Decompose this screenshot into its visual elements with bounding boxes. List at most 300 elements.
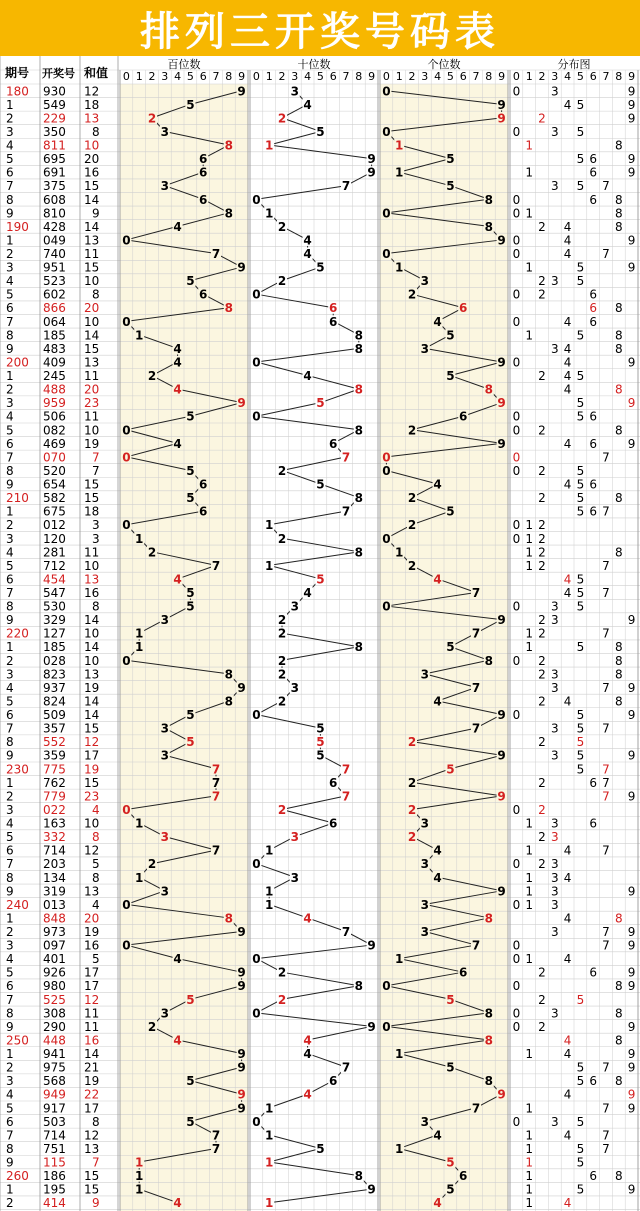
tens-digit-mark: 9 bbox=[367, 152, 376, 167]
hundreds-digit-mark: 2 bbox=[147, 857, 157, 872]
distribution-mark: 5 bbox=[576, 179, 585, 194]
draw-number-cell: 454 bbox=[43, 572, 66, 587]
period-cell: 6 bbox=[6, 1114, 14, 1129]
sum-cell: 11 bbox=[84, 545, 100, 560]
hundreds-digit-mark: 9 bbox=[237, 1101, 246, 1116]
distribution-mark: 1 bbox=[525, 640, 534, 655]
distribution-mark: 8 bbox=[614, 979, 623, 994]
hundreds-digit-mark: 9 bbox=[237, 84, 246, 99]
digit-header-label: 7 bbox=[342, 70, 350, 83]
distribution-mark: 4 bbox=[563, 341, 572, 356]
distribution-mark: 8 bbox=[614, 491, 623, 506]
distribution-mark: 3 bbox=[550, 667, 559, 682]
tens-digit-mark: 0 bbox=[252, 287, 261, 302]
hundreds-digit-mark: 5 bbox=[186, 409, 195, 424]
draw-number-cell: 712 bbox=[43, 558, 66, 573]
hundreds-digit-mark: 9 bbox=[237, 1047, 246, 1062]
digit-header-label: 5 bbox=[316, 70, 324, 83]
sum-cell: 12 bbox=[84, 843, 100, 858]
period-cell: 5 bbox=[6, 152, 14, 167]
units-digit-mark: 5 bbox=[446, 1182, 455, 1197]
distribution-mark: 2 bbox=[538, 802, 546, 817]
hundreds-digit-mark: 2 bbox=[147, 545, 157, 560]
period-cell: 1 bbox=[6, 640, 14, 655]
distribution-mark: 6 bbox=[589, 192, 598, 207]
distribution-mark: 4 bbox=[563, 1087, 572, 1102]
distribution-mark: 1 bbox=[525, 1141, 534, 1156]
draw-number-cell: 714 bbox=[43, 1128, 66, 1143]
distribution-mark: 1 bbox=[525, 206, 534, 221]
tens-digit-mark: 6 bbox=[329, 775, 338, 790]
hundreds-digit-mark: 9 bbox=[237, 680, 246, 695]
distribution-mark: 3 bbox=[550, 1006, 559, 1021]
tens-digit-mark: 8 bbox=[354, 1169, 363, 1184]
tens-digit-mark: 4 bbox=[303, 97, 312, 112]
sum-cell: 10 bbox=[84, 138, 100, 153]
distribution-mark: 0 bbox=[512, 124, 521, 139]
hundreds-digit-mark: 5 bbox=[186, 992, 195, 1007]
tens-header: 十位数 bbox=[297, 58, 331, 71]
period-cell: 5 bbox=[6, 965, 14, 980]
distribution-mark: 9 bbox=[627, 233, 636, 248]
units-digit-mark: 5 bbox=[446, 369, 455, 384]
digit-header-label: 0 bbox=[512, 70, 520, 83]
sum-cell: 13 bbox=[84, 667, 100, 682]
draw-number-cell: 409 bbox=[43, 355, 66, 370]
units-digit-mark: 7 bbox=[471, 938, 481, 953]
distribution-mark: 6 bbox=[589, 165, 598, 180]
distribution-mark: 5 bbox=[576, 409, 585, 424]
distribution-mark: 0 bbox=[512, 423, 521, 438]
draw-number-cell: 185 bbox=[43, 328, 66, 343]
sum-cell: 7 bbox=[92, 1155, 100, 1170]
distribution-mark: 4 bbox=[563, 572, 572, 587]
draw-number-cell: 013 bbox=[43, 897, 66, 912]
distribution-mark: 6 bbox=[589, 152, 598, 167]
trend-chart bbox=[0, 56, 640, 1211]
distribution-mark: 4 bbox=[563, 911, 572, 926]
sum-cell: 11 bbox=[84, 409, 100, 424]
draw-number-cell: 082 bbox=[43, 423, 66, 438]
hundreds-digit-mark: 7 bbox=[211, 247, 221, 261]
distribution-mark: 2 bbox=[538, 491, 546, 506]
tens-digit-mark: 5 bbox=[316, 124, 325, 139]
draw-number-cell: 775 bbox=[43, 762, 66, 777]
tens-digit-mark: 7 bbox=[341, 1060, 351, 1075]
draw-number-cell: 428 bbox=[43, 219, 66, 234]
distribution-mark: 0 bbox=[512, 206, 521, 221]
draw-number-cell: 115 bbox=[43, 1155, 66, 1170]
period-cell: 240 bbox=[6, 897, 29, 912]
tens-digit-mark: 4 bbox=[303, 1087, 312, 1102]
sum-cell: 7 bbox=[92, 463, 100, 478]
distribution-mark: 5 bbox=[576, 97, 585, 112]
units-digit-mark: 0 bbox=[382, 1019, 391, 1034]
distribution-mark: 2 bbox=[538, 830, 546, 845]
draw-number-cell: 779 bbox=[43, 789, 66, 804]
digit-header-label: 2 bbox=[408, 70, 416, 83]
period-cell: 3 bbox=[6, 938, 14, 953]
draw-number-cell: 714 bbox=[43, 843, 66, 858]
draw-number-cell: 762 bbox=[43, 775, 66, 790]
distribution-mark: 2 bbox=[538, 369, 546, 384]
hundreds-digit-mark: 0 bbox=[122, 653, 131, 668]
sum-cell: 22 bbox=[84, 1087, 100, 1102]
tens-digit-mark: 1 bbox=[265, 1128, 274, 1143]
distribution-mark: 1 bbox=[525, 897, 534, 912]
draw-number-cell: 506 bbox=[43, 409, 66, 424]
sum-cell: 15 bbox=[84, 721, 100, 736]
distribution-mark: 1 bbox=[525, 531, 534, 546]
units-digit-mark: 2 bbox=[407, 830, 417, 845]
period-cell: 6 bbox=[6, 979, 14, 994]
digit-header-label: 9 bbox=[628, 70, 636, 83]
units-digit-mark: 2 bbox=[407, 558, 417, 573]
hundreds-header: 百位数 bbox=[167, 58, 201, 71]
units-digit-mark: 8 bbox=[484, 911, 493, 926]
hundreds-digit-mark: 0 bbox=[122, 897, 131, 912]
sum-cell: 17 bbox=[84, 748, 100, 763]
units-digit-mark: 1 bbox=[395, 260, 404, 275]
digit-header-label: 1 bbox=[135, 70, 143, 83]
units-header: 个位数 bbox=[427, 58, 461, 71]
distribution-mark: 2 bbox=[538, 1019, 546, 1034]
tens-digit-mark: 2 bbox=[277, 653, 287, 668]
hundreds-digit-mark: 9 bbox=[237, 965, 246, 980]
draw-number-cell: 022 bbox=[43, 802, 66, 817]
hundreds-digit-mark: 1 bbox=[135, 626, 144, 641]
units-digit-mark: 7 bbox=[471, 1101, 481, 1116]
distribution-mark: 2 bbox=[538, 626, 546, 641]
period-cell: 7 bbox=[6, 1128, 14, 1143]
tens-digit-mark: 6 bbox=[329, 816, 338, 831]
period-cell: 9 bbox=[6, 748, 14, 763]
sum-cell: 8 bbox=[92, 870, 100, 885]
units-digit-mark: 4 bbox=[433, 1128, 442, 1143]
draw-number-cell: 127 bbox=[43, 626, 66, 641]
distribution-mark: 0 bbox=[512, 314, 521, 329]
tens-digit-mark: 2 bbox=[277, 531, 287, 546]
distribution-mark: 0 bbox=[512, 938, 521, 953]
period-cell: 8 bbox=[6, 192, 14, 207]
draw-number-cell: 359 bbox=[43, 748, 66, 763]
distribution-mark: 6 bbox=[589, 409, 598, 424]
period-cell: 3 bbox=[6, 1074, 14, 1089]
period-cell: 2 bbox=[6, 382, 14, 397]
draw-number-cell: 751 bbox=[43, 1141, 66, 1156]
hundreds-digit-mark: 7 bbox=[211, 775, 221, 790]
distribution-mark: 7 bbox=[602, 938, 610, 953]
distribution-mark: 8 bbox=[614, 640, 623, 655]
distribution-mark: 9 bbox=[627, 355, 636, 370]
distribution-mark: 9 bbox=[627, 789, 636, 804]
distribution-mark: 1 bbox=[525, 558, 534, 573]
units-digit-mark: 4 bbox=[433, 477, 442, 492]
hundreds-digit-mark: 1 bbox=[135, 640, 144, 655]
draw-number-cell: 185 bbox=[43, 640, 66, 655]
tens-digit-mark: 7 bbox=[341, 925, 351, 939]
draw-number-cell: 520 bbox=[43, 463, 66, 478]
units-digit-mark: 2 bbox=[407, 491, 417, 506]
distribution-mark: 9 bbox=[627, 979, 636, 994]
draw-number-cell: 503 bbox=[43, 1114, 66, 1129]
distribution-mark: 4 bbox=[563, 97, 572, 112]
tens-digit-mark: 1 bbox=[265, 1101, 274, 1116]
distribution-mark: 1 bbox=[525, 1155, 534, 1170]
digit-header-label: 1 bbox=[395, 70, 403, 83]
tens-digit-mark: 4 bbox=[303, 586, 312, 600]
distribution-mark: 2 bbox=[538, 694, 546, 709]
distribution-mark: 5 bbox=[576, 260, 585, 275]
sum-cell: 12 bbox=[84, 1128, 100, 1143]
period-cell: 4 bbox=[6, 138, 14, 153]
distribution-mark: 1 bbox=[525, 138, 534, 153]
hundreds-digit-mark: 9 bbox=[237, 925, 246, 939]
sum-cell: 15 bbox=[84, 179, 100, 194]
distribution-mark: 9 bbox=[627, 152, 636, 167]
distribution-mark: 9 bbox=[627, 925, 636, 939]
distribution-mark: 5 bbox=[576, 721, 585, 736]
tens-digit-mark: 8 bbox=[354, 423, 363, 438]
tens-digit-mark: 8 bbox=[354, 979, 363, 994]
draw-number-cell: 329 bbox=[43, 613, 66, 628]
period-cell: 4 bbox=[6, 274, 14, 289]
hundreds-digit-mark: 7 bbox=[211, 843, 221, 858]
period-cell: 2 bbox=[6, 111, 14, 126]
distribution-mark: 4 bbox=[563, 382, 572, 397]
distribution-mark: 1 bbox=[525, 952, 534, 967]
distribution-mark: 5 bbox=[576, 504, 585, 519]
sum-cell: 8 bbox=[92, 1114, 100, 1129]
units-digit-mark: 9 bbox=[497, 436, 506, 451]
digit-header-label: 4 bbox=[304, 70, 312, 83]
units-digit-mark: 6 bbox=[459, 409, 468, 424]
digit-header-label: 4 bbox=[174, 70, 182, 83]
distribution-mark: 8 bbox=[614, 911, 623, 926]
sum-cell: 7 bbox=[92, 450, 100, 465]
sum-cell: 13 bbox=[84, 111, 100, 126]
hundreds-digit-mark: 5 bbox=[186, 1114, 195, 1129]
draw-number-cell: 980 bbox=[43, 979, 66, 994]
distribution-mark: 0 bbox=[512, 409, 521, 424]
period-cell: 5 bbox=[6, 423, 14, 438]
tens-digit-mark: 1 bbox=[265, 897, 274, 912]
units-digit-mark: 0 bbox=[382, 84, 391, 99]
draw-number-cell: 926 bbox=[43, 965, 66, 980]
distribution-mark: 8 bbox=[614, 138, 623, 153]
units-digit-mark: 1 bbox=[395, 1141, 404, 1156]
hundreds-digit-mark: 7 bbox=[211, 558, 221, 573]
distribution-mark: 0 bbox=[512, 599, 521, 614]
hundreds-digit-mark: 0 bbox=[122, 802, 131, 817]
digit-header-label: 1 bbox=[265, 70, 273, 83]
distribution-mark: 1 bbox=[525, 816, 534, 831]
tens-digit-mark: 2 bbox=[277, 274, 287, 289]
tens-digit-mark: 7 bbox=[341, 789, 351, 804]
units-digit-mark: 5 bbox=[446, 504, 455, 519]
tens-digit-mark: 6 bbox=[329, 436, 338, 451]
tens-digit-mark: 1 bbox=[265, 206, 274, 221]
distribution-mark: 1 bbox=[525, 626, 534, 641]
distribution-mark: 2 bbox=[538, 274, 546, 289]
period-cell: 8 bbox=[6, 870, 14, 885]
hundreds-digit-mark: 9 bbox=[237, 1060, 246, 1075]
tens-digit-mark: 3 bbox=[290, 599, 299, 614]
units-digit-mark: 8 bbox=[484, 192, 493, 207]
hundreds-digit-mark: 6 bbox=[199, 152, 208, 167]
period-cell: 4 bbox=[6, 1087, 14, 1102]
tens-digit-mark: 5 bbox=[316, 1141, 325, 1156]
distribution-mark: 7 bbox=[602, 775, 610, 790]
sum-cell: 18 bbox=[84, 97, 100, 112]
tens-digit-mark: 1 bbox=[265, 843, 274, 858]
digit-header-label: 0 bbox=[252, 70, 260, 83]
tens-digit-mark: 2 bbox=[277, 802, 287, 817]
hundreds-digit-mark: 4 bbox=[173, 1033, 182, 1048]
distribution-mark: 7 bbox=[602, 1101, 610, 1116]
tens-digit-mark: 7 bbox=[341, 179, 351, 194]
hundreds-digit-mark: 1 bbox=[135, 1169, 144, 1184]
units-digit-mark: 3 bbox=[420, 667, 429, 682]
tens-digit-mark: 5 bbox=[316, 721, 325, 736]
tens-digit-mark: 8 bbox=[354, 341, 363, 356]
tens-digit-mark: 6 bbox=[329, 314, 338, 329]
hundreds-digit-mark: 3 bbox=[160, 721, 169, 736]
sum-cell: 21 bbox=[84, 1060, 100, 1075]
distribution-mark: 1 bbox=[525, 1128, 534, 1143]
distribution-mark: 3 bbox=[550, 816, 559, 831]
draw-number-cell: 582 bbox=[43, 491, 66, 506]
distribution-mark: 3 bbox=[550, 870, 559, 885]
sum-cell: 17 bbox=[84, 1101, 100, 1116]
distribution-mark: 7 bbox=[602, 504, 610, 519]
draw-header: 开奖号 bbox=[42, 67, 75, 80]
tens-digit-mark: 0 bbox=[252, 952, 261, 967]
units-digit-mark: 8 bbox=[484, 1074, 493, 1089]
distribution-mark: 0 bbox=[512, 952, 521, 967]
period-cell: 4 bbox=[6, 409, 14, 424]
distribution-mark: 5 bbox=[576, 369, 585, 384]
sum-cell: 11 bbox=[84, 369, 100, 384]
distribution-mark: 1 bbox=[525, 870, 534, 885]
hundreds-digit-mark: 3 bbox=[160, 748, 169, 763]
units-digit-mark: 6 bbox=[459, 1169, 468, 1184]
units-digit-mark: 1 bbox=[395, 1047, 404, 1062]
distribution-mark: 2 bbox=[538, 965, 546, 980]
period-header: 期号 bbox=[5, 66, 30, 80]
sum-cell: 16 bbox=[84, 586, 100, 600]
units-digit-mark: 2 bbox=[407, 735, 417, 750]
period-cell: 5 bbox=[6, 558, 14, 573]
distribution-mark: 5 bbox=[576, 572, 585, 587]
hundreds-digit-mark: 4 bbox=[173, 952, 182, 967]
distribution-mark: 2 bbox=[538, 518, 546, 533]
distribution-mark: 1 bbox=[525, 1182, 534, 1197]
hundreds-digit-mark: 4 bbox=[173, 382, 182, 397]
distribution-mark: 0 bbox=[512, 897, 521, 912]
tens-digit-mark: 2 bbox=[277, 667, 287, 682]
distribution-mark: 2 bbox=[538, 735, 546, 750]
tens-digit-mark: 0 bbox=[252, 409, 261, 424]
sum-cell: 9 bbox=[92, 206, 100, 221]
distribution-mark: 3 bbox=[550, 179, 559, 194]
period-cell: 9 bbox=[6, 1155, 14, 1170]
draw-number-cell: 281 bbox=[43, 545, 66, 560]
sum-cell: 3 bbox=[92, 531, 100, 546]
tens-digit-mark: 8 bbox=[354, 382, 363, 397]
distribution-mark: 8 bbox=[614, 328, 623, 343]
draw-number-cell: 811 bbox=[43, 138, 66, 153]
distribution-mark: 6 bbox=[589, 301, 598, 316]
distribution-mark: 9 bbox=[627, 84, 636, 99]
tens-digit-mark: 1 bbox=[265, 884, 274, 899]
tens-digit-mark: 0 bbox=[252, 192, 261, 207]
digit-header-label: 3 bbox=[161, 70, 169, 83]
distribution-mark: 8 bbox=[614, 301, 623, 316]
period-cell: 2 bbox=[6, 925, 14, 939]
distribution-mark: 4 bbox=[563, 952, 572, 967]
period-cell: 220 bbox=[6, 626, 29, 641]
tens-digit-mark: 3 bbox=[290, 830, 299, 845]
sum-cell: 11 bbox=[84, 247, 100, 261]
distribution-mark: 5 bbox=[576, 1074, 585, 1089]
distribution-mark: 2 bbox=[538, 545, 546, 560]
digit-header-label: 0 bbox=[122, 70, 130, 83]
distribution-mark: 4 bbox=[563, 219, 572, 234]
period-cell: 7 bbox=[6, 721, 14, 736]
distribution-mark: 6 bbox=[589, 287, 598, 302]
digit-header-label: 6 bbox=[589, 70, 597, 83]
distribution-mark: 4 bbox=[563, 870, 572, 885]
draw-number-cell: 332 bbox=[43, 830, 66, 845]
sum-cell: 12 bbox=[84, 992, 100, 1007]
sum-cell: 4 bbox=[92, 802, 100, 817]
units-digit-mark: 3 bbox=[420, 1114, 429, 1129]
hundreds-digit-mark: 1 bbox=[135, 816, 144, 831]
period-cell: 2 bbox=[6, 518, 14, 533]
distribution-mark: 9 bbox=[627, 708, 636, 723]
digit-header-label: 9 bbox=[368, 70, 376, 83]
sum-cell: 18 bbox=[84, 504, 100, 519]
distribution-mark: 8 bbox=[614, 206, 623, 221]
hundreds-digit-mark: 6 bbox=[199, 504, 208, 519]
units-digit-mark: 1 bbox=[395, 952, 404, 967]
distribution-mark: 1 bbox=[525, 545, 534, 560]
digit-header-label: 8 bbox=[615, 70, 623, 83]
distribution-mark: 5 bbox=[576, 599, 585, 614]
distribution-mark: 2 bbox=[538, 613, 546, 628]
period-cell: 7 bbox=[6, 992, 14, 1007]
distribution-mark: 0 bbox=[512, 653, 521, 668]
units-digit-mark: 9 bbox=[497, 1087, 506, 1102]
period-cell: 2 bbox=[6, 247, 14, 261]
units-digit-mark: 3 bbox=[420, 857, 429, 872]
period-cell: 250 bbox=[6, 1033, 29, 1048]
sum-cell: 5 bbox=[92, 857, 100, 872]
units-digit-mark: 1 bbox=[395, 165, 404, 180]
period-cell: 9 bbox=[6, 206, 14, 221]
sum-cell: 16 bbox=[84, 1033, 100, 1048]
distribution-mark: 0 bbox=[512, 287, 521, 302]
distribution-mark: 5 bbox=[576, 586, 585, 600]
distribution-mark: 9 bbox=[627, 1087, 636, 1102]
distribution-mark: 0 bbox=[512, 979, 521, 994]
distribution-mark: 5 bbox=[576, 491, 585, 506]
units-digit-mark: 9 bbox=[497, 355, 506, 370]
distribution-mark: 0 bbox=[512, 1006, 521, 1021]
units-digit-mark: 3 bbox=[420, 897, 429, 912]
distribution-mark: 4 bbox=[563, 314, 572, 329]
